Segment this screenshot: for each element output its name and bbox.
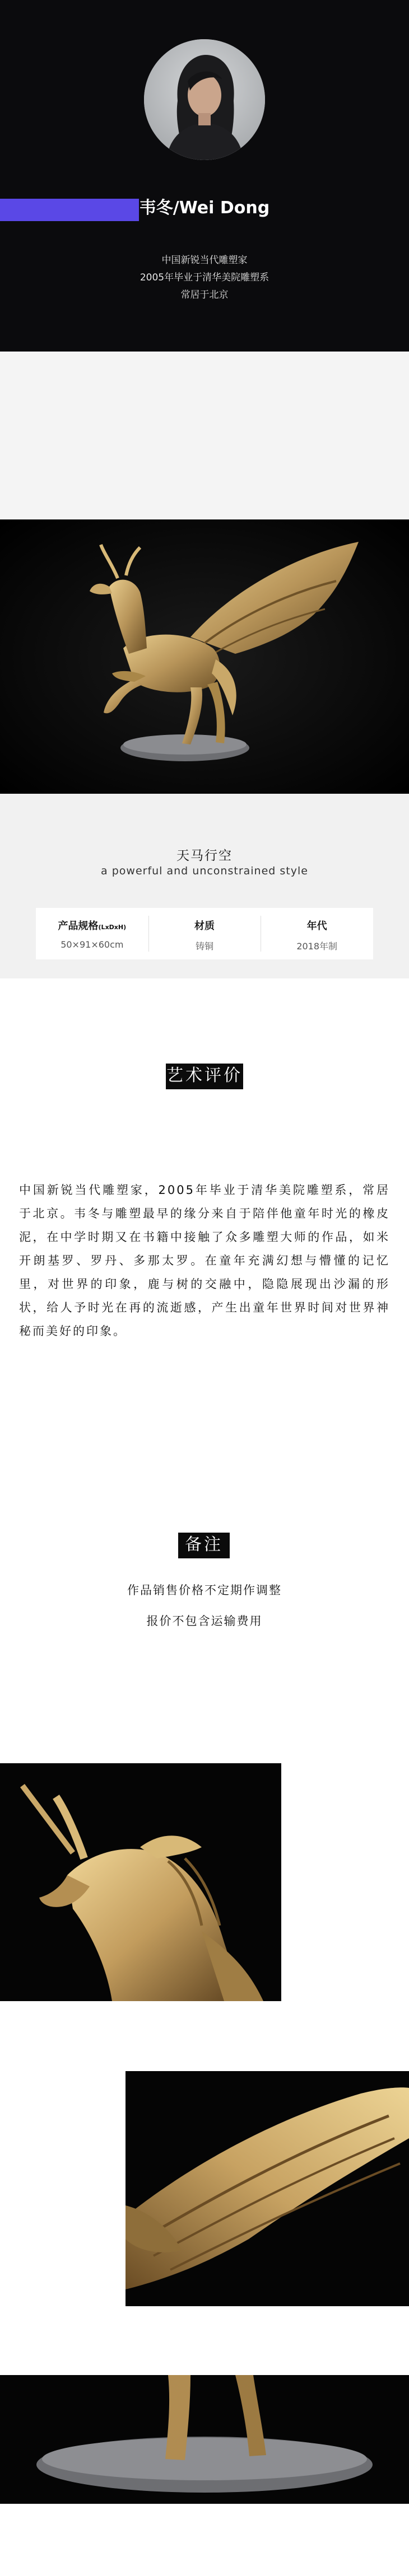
spec-label-suffix: (LxDxH) bbox=[98, 924, 127, 931]
bio-line: 常居于北京 bbox=[180, 289, 229, 301]
spec-label bbox=[261, 918, 373, 933]
spec-size bbox=[36, 908, 148, 959]
remark-line: 作品销售价格不定期作调整 bbox=[127, 1584, 282, 1597]
horse-head-detail-icon bbox=[0, 1763, 281, 2001]
review-heading: 艺术评价 bbox=[166, 1064, 243, 1089]
bio-line: 中国新锐当代雕塑家 bbox=[161, 255, 248, 266]
detail-image-base bbox=[0, 2375, 409, 2504]
spec-card bbox=[36, 908, 373, 959]
avatar-portrait-icon bbox=[144, 39, 265, 160]
bio-line: 2005年毕业于清华美院雕塑系 bbox=[140, 272, 269, 283]
spec-year bbox=[261, 908, 373, 959]
review-text: 中国新锐当代雕塑家，2005年毕业于清华美院雕塑系，常居于北京。韦冬与雕塑最早的缘分来自于陪伴他童年时光的橡皮泥，在中学时期又在书籍中接触了众多雕塑大师的作品，如米开朗基罗、罗丹、多那太罗。在童年充满幻想与懵懂的记忆里，对世界的印象，鹿与树的交融中，隐隐展现出沙漏的形状，给人予时光在再的流逝感，产生出童年世界时间对世界神秘而美好的印象。 bbox=[19, 1183, 390, 1338]
detail-image-wing bbox=[126, 2071, 409, 2306]
remark-line: 报价不包含运输费用 bbox=[146, 1614, 263, 1628]
spec-value: 2018年制 bbox=[296, 941, 338, 952]
spec-label bbox=[36, 918, 148, 933]
artist-avatar bbox=[144, 39, 265, 160]
artist-header bbox=[0, 0, 409, 352]
artwork-subtitle: a powerful and unconstrained style bbox=[101, 865, 308, 877]
spec-value: 铸铜 bbox=[196, 941, 214, 952]
artwork-title: 天马行空 bbox=[176, 849, 233, 863]
detail-image-head bbox=[0, 1763, 281, 2001]
spec-label-text: 产品规格 bbox=[58, 920, 99, 932]
spec-label-text: 材质 bbox=[194, 920, 215, 932]
spec-label bbox=[148, 918, 261, 933]
artist-bio bbox=[0, 252, 409, 304]
spec-material bbox=[148, 908, 261, 959]
spec-label-text: 年代 bbox=[306, 920, 327, 932]
remarks-heading: 备注 bbox=[178, 1533, 230, 1558]
spec-value: 50×91×60cm bbox=[61, 939, 124, 950]
wing-detail-icon bbox=[126, 2071, 409, 2306]
sculpture-main-image bbox=[0, 519, 409, 794]
pegasus-sculpture-icon bbox=[0, 519, 409, 794]
sculpture-base-detail-icon bbox=[0, 2375, 409, 2504]
artist-name: 韦冬/Wei Dong bbox=[139, 198, 270, 218]
spacer-block bbox=[0, 352, 409, 519]
